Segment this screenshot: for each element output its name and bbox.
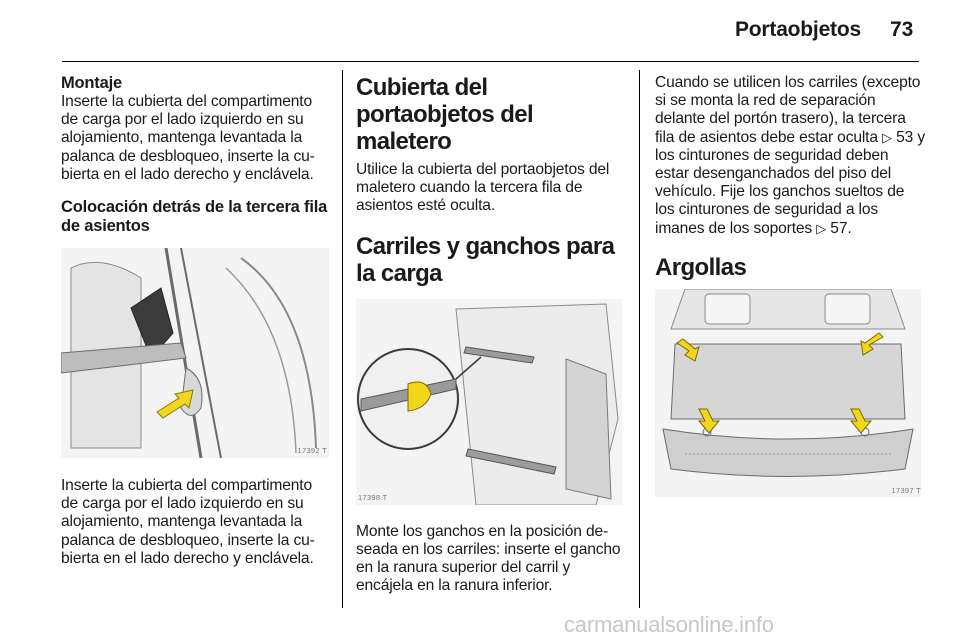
text-part: y los cinturones de seguridad deben estar desenganchados del piso del vehículo. Fije los ganchos sueltos de los cinturones de seguridad a los imanes de los soportes bbox=[655, 128, 926, 237]
heading-carriles: Carriles y ganchos para la carga bbox=[356, 232, 615, 287]
figure-tie-down-rings bbox=[655, 289, 925, 497]
column-divider-2 bbox=[639, 70, 640, 608]
paragraph-montaje: Inserte la cubierta del compartimento de carga por el lado izquierdo en su alojamiento, mantenga levantada la palanca de desbloqueo, inserte la cubierta en el lado derecho y enclávela. bbox=[61, 93, 315, 183]
page-ref[interactable]: 57. bbox=[830, 219, 852, 237]
illustration-cover-mounting bbox=[61, 248, 329, 458]
page-ref[interactable]: 53 bbox=[896, 128, 914, 146]
column-2 bbox=[356, 74, 626, 595]
paragraph-insert: Inserte la cubierta del compartimento de carga por el lado izquierdo en su alojamiento, mantenga levantada la palanca de desbloqueo, inserte la cubierta en el lado derecho y enclávela. bbox=[61, 477, 315, 567]
heading-argollas: Argollas bbox=[655, 253, 747, 281]
watermark: carmanualsonline.info bbox=[564, 612, 774, 637]
column-divider-1 bbox=[342, 70, 343, 608]
heading-colocacion: Colocación detrás de la tercera fila de asientos bbox=[61, 198, 328, 236]
figure-id: 17398 T bbox=[358, 492, 388, 502]
figure-cover-mounting bbox=[61, 248, 329, 458]
header-rule bbox=[62, 61, 919, 62]
illustration-tie-down-rings bbox=[655, 289, 921, 497]
illustration-rails-hooks bbox=[356, 299, 622, 505]
figure-id: 17397 T bbox=[891, 485, 921, 495]
column-1 bbox=[61, 74, 329, 568]
heading-cubierta: Cubierta del portaobjetos del maletero bbox=[356, 74, 534, 155]
paragraph-monte: Monte los ganchos en la posición deseada en los carriles: inserte el gancho en la ranura superior del carril y encájela en la ranura inferior. bbox=[356, 522, 621, 595]
page-header-title: Portaobjetos bbox=[735, 18, 861, 41]
figure-id: 17392 T bbox=[297, 446, 327, 456]
heading-montaje: Montaje bbox=[61, 74, 122, 92]
column-3 bbox=[655, 74, 925, 497]
page-number: 73 bbox=[890, 18, 914, 41]
page-ref-arrow-icon: ▷ bbox=[816, 220, 827, 236]
page-ref-arrow-icon: ▷ bbox=[882, 129, 892, 145]
text-part: Cuando se utilicen los carriles (excepto si se monta la red de separación delante del portón trasero), la tercera fila de asientos debe estar oculta bbox=[655, 74, 921, 146]
figure-rails-hooks bbox=[356, 299, 626, 505]
paragraph-carriles-note bbox=[655, 74, 925, 238]
paragraph-cubierta: Utilice la cubierta del portaobjetos del maletero cuando la tercera fila de asientos esté oculta. bbox=[356, 161, 610, 215]
